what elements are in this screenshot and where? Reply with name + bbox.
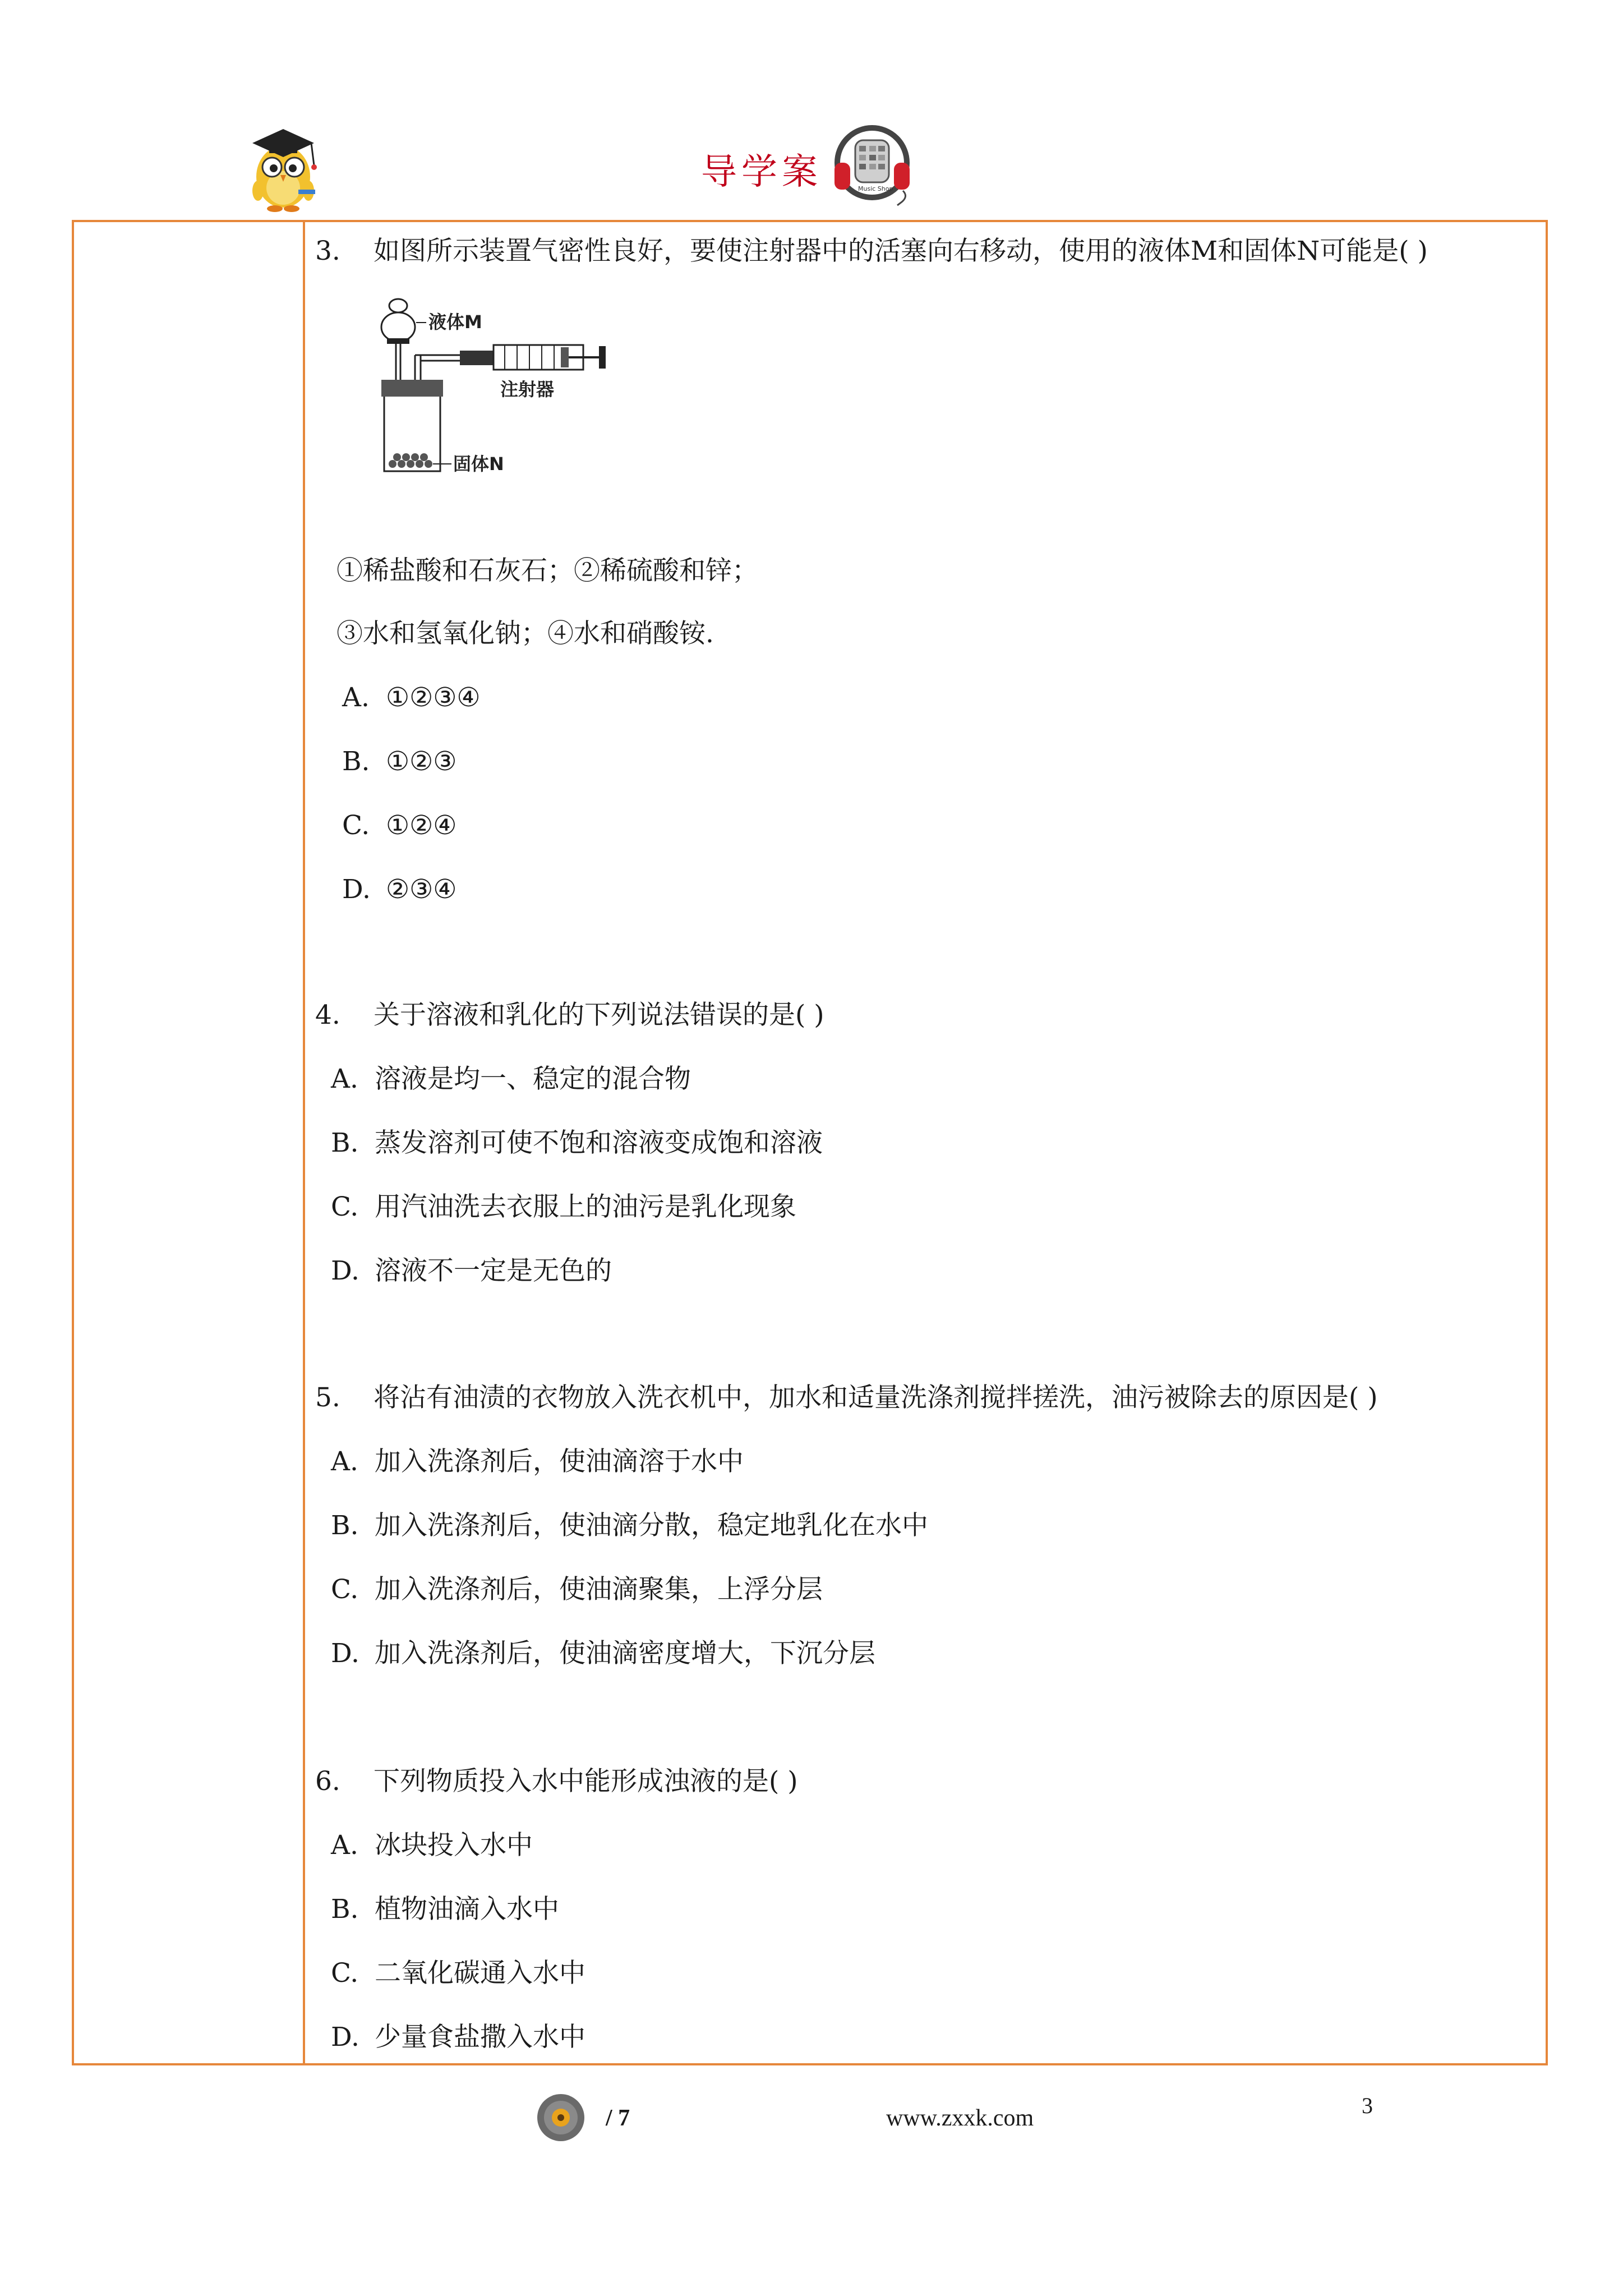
option-letter: A. bbox=[331, 1064, 358, 1094]
question-6-text: 下列物质投入水中能形成浊液的是( ) bbox=[374, 1766, 798, 1797]
question-5-option-d[interactable] bbox=[331, 1637, 875, 1671]
question-3-option-d[interactable] bbox=[342, 873, 457, 907]
page-header bbox=[0, 0, 1623, 219]
question-3-number: 3. bbox=[315, 236, 340, 266]
owl-mascot-icon bbox=[236, 118, 331, 213]
option-letter: D. bbox=[331, 1255, 359, 1286]
question-6-option-c[interactable] bbox=[331, 1957, 585, 1990]
label-solid-n: 固体N bbox=[453, 453, 504, 475]
option-text: 溶液不一定是无色的 bbox=[375, 1255, 612, 1286]
music-shop-caption: Music Shop bbox=[858, 185, 893, 192]
question-3-premise-1: ①稀盐酸和石灰石；②稀硫酸和锌； bbox=[336, 555, 758, 586]
option-letter: C. bbox=[331, 1574, 359, 1605]
label-liquid-m: 液体M bbox=[428, 311, 482, 333]
question-6-option-a[interactable] bbox=[331, 1829, 533, 1862]
option-letter: B. bbox=[331, 1894, 359, 1925]
option-text: 二氧化碳通入水中 bbox=[375, 1958, 585, 1989]
question-5-number: 5. bbox=[315, 1382, 340, 1413]
question-5-stem bbox=[315, 1381, 1378, 1415]
question-5-text: 将沾有油渍的衣物放入洗衣机中，加水和适量洗涤剂搅拌搓洗，油污被除去的原因是( ) bbox=[374, 1382, 1378, 1413]
question-4-option-a[interactable] bbox=[331, 1062, 691, 1096]
question-6-number: 6. bbox=[315, 1766, 340, 1797]
question-4-stem bbox=[315, 999, 824, 1032]
question-4-number: 4. bbox=[315, 1000, 340, 1030]
question-6-option-d[interactable] bbox=[331, 2021, 585, 2054]
option-text: ①②③④ bbox=[386, 682, 481, 713]
option-letter: C. bbox=[342, 810, 370, 841]
question-4-option-d[interactable] bbox=[331, 1254, 612, 1288]
question-3-option-a[interactable] bbox=[342, 681, 481, 715]
question-4-option-b[interactable] bbox=[331, 1126, 823, 1160]
option-letter: D. bbox=[331, 1638, 359, 1669]
option-letter: A. bbox=[331, 1830, 358, 1861]
option-text: 少量食盐撒入水中 bbox=[375, 2022, 585, 2053]
option-letter: A. bbox=[331, 1446, 358, 1477]
option-text: 冰块投入水中 bbox=[375, 1830, 533, 1861]
option-text: 蒸发溶剂可使不饱和溶液变成饱和溶液 bbox=[375, 1128, 823, 1158]
label-syringe: 注射器 bbox=[500, 379, 555, 400]
option-letter: D. bbox=[331, 2022, 359, 2053]
page-total: / 7 bbox=[606, 2105, 630, 2131]
option-letter: C. bbox=[331, 1958, 359, 1989]
option-text: ①②③ bbox=[386, 746, 457, 777]
option-letter: B. bbox=[331, 1510, 359, 1541]
music-shop-logo-icon bbox=[824, 118, 920, 213]
option-text: ①②④ bbox=[386, 810, 457, 841]
frame-column-divider bbox=[303, 222, 305, 2063]
option-letter: D. bbox=[342, 874, 371, 905]
option-text: 溶液是均一、稳定的混合物 bbox=[375, 1064, 691, 1094]
option-text: ②③④ bbox=[386, 874, 457, 905]
option-letter: B. bbox=[331, 1128, 359, 1158]
site-link[interactable]: www.zxxk.com bbox=[886, 2105, 1034, 2131]
question-4-option-c[interactable] bbox=[331, 1190, 796, 1224]
page-number: 3 bbox=[1362, 2093, 1373, 2118]
option-letter: B. bbox=[342, 746, 370, 777]
option-text: 加入洗涤剂后，使油滴分散，稳定地乳化在水中 bbox=[375, 1510, 928, 1541]
option-text: 加入洗涤剂后，使油滴聚集，上浮分层 bbox=[375, 1574, 823, 1605]
option-letter: C. bbox=[331, 1191, 359, 1222]
option-text: 加入洗涤剂后，使油滴密度增大，下沉分层 bbox=[375, 1638, 875, 1669]
question-4-text: 关于溶液和乳化的下列说法错误的是( ) bbox=[374, 1000, 824, 1030]
question-5-option-c[interactable] bbox=[331, 1573, 823, 1607]
question-3-text: 如图所示装置气密性良好，要使注射器中的活塞向右移动，使用的液体M和固体N可能是( ) bbox=[374, 236, 1428, 266]
question-6-stem bbox=[315, 1765, 798, 1798]
question-3-option-b[interactable] bbox=[342, 745, 457, 779]
question-3-premise-2: ③水和氢氧化钠；④水和硝酸铵. bbox=[336, 618, 714, 649]
option-text: 加入洗涤剂后，使油滴溶于水中 bbox=[375, 1446, 744, 1477]
question-5-option-a[interactable] bbox=[331, 1445, 744, 1479]
question-3-stem bbox=[315, 234, 1428, 268]
question-5-option-b[interactable] bbox=[331, 1509, 928, 1543]
option-letter: A. bbox=[342, 682, 370, 713]
header-title: 导学案 bbox=[701, 151, 822, 193]
option-text: 植物油滴入水中 bbox=[375, 1894, 559, 1925]
question-3-option-c[interactable] bbox=[342, 809, 457, 843]
question-6-option-b[interactable] bbox=[331, 1893, 559, 1926]
apparatus-diagram bbox=[370, 283, 628, 491]
disc-icon bbox=[536, 2092, 586, 2143]
option-text: 用汽油洗去衣服上的油污是乳化现象 bbox=[375, 1191, 796, 1222]
